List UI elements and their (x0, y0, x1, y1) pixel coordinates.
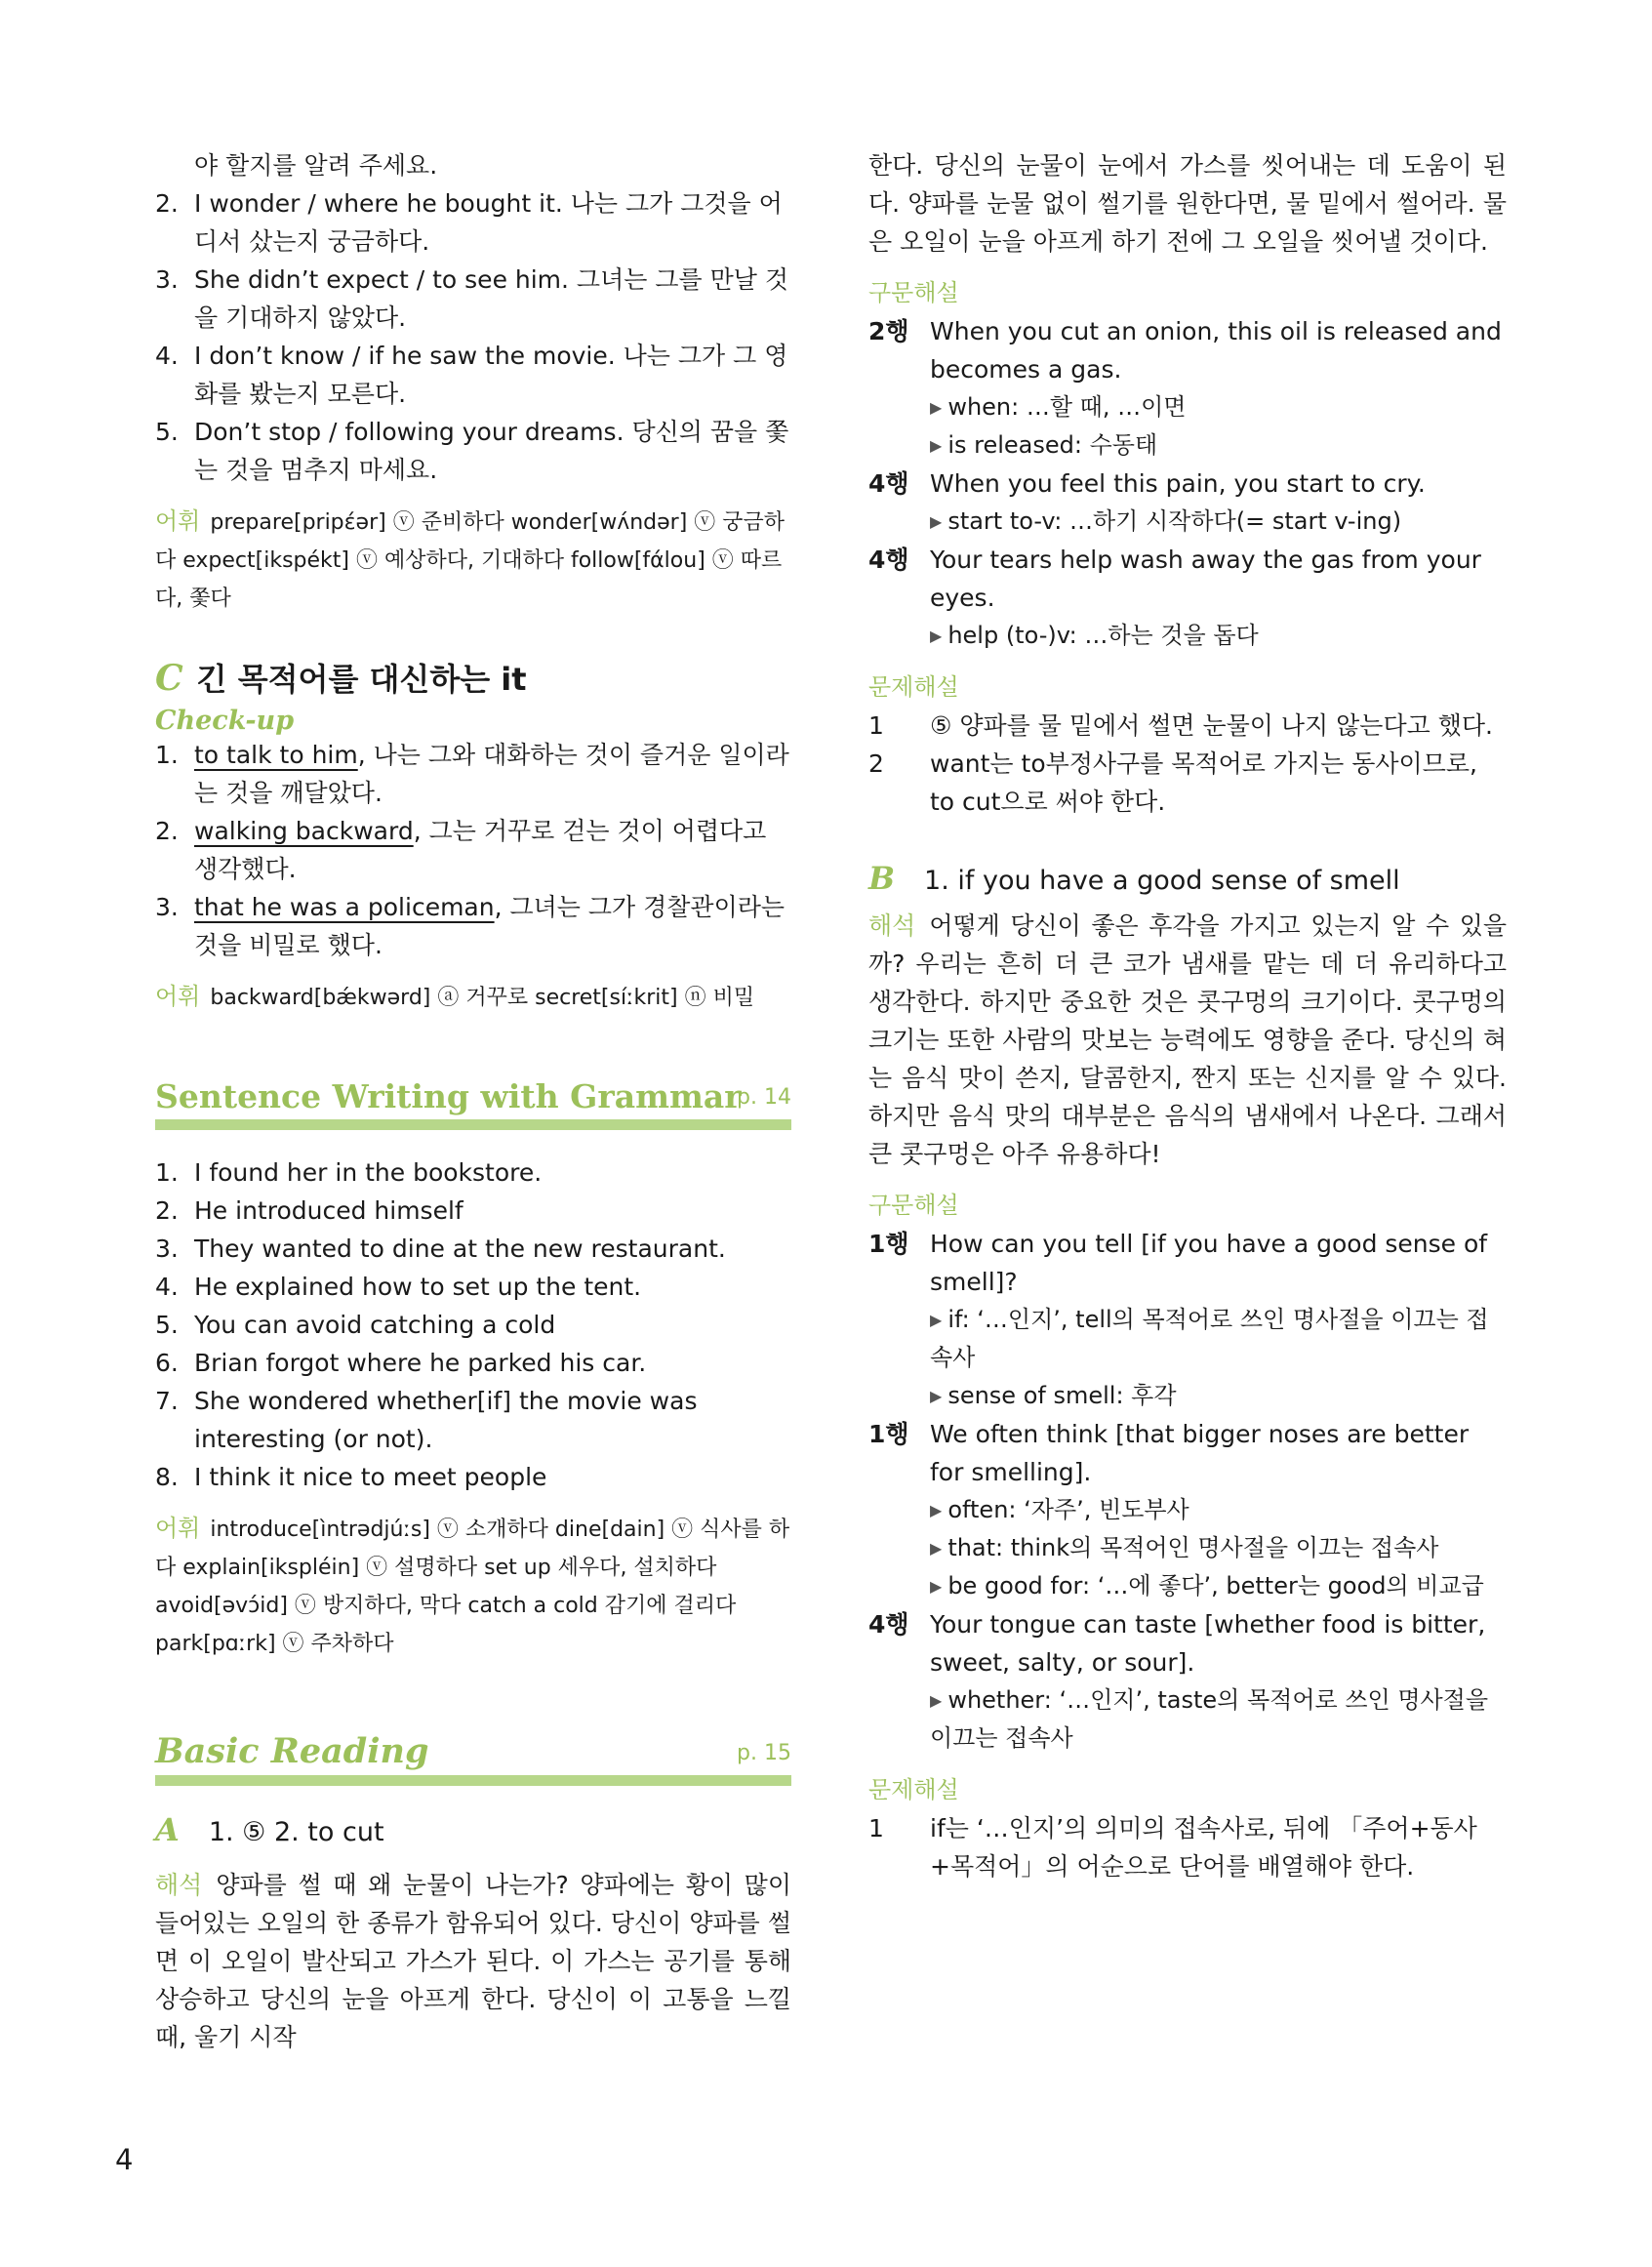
item-number: 4. (155, 342, 179, 370)
problem-notes-label-b: 문제해설 (868, 1776, 959, 1803)
explanation-text: often: ‘자주’, 빈도부사 (947, 1496, 1189, 1523)
explanation-text: whether: ‘…인지’, taste의 목적어로 쓰인 명사절을 이끄는 접속사 (930, 1686, 1489, 1752)
sentence-item (155, 1458, 791, 1496)
problem-notes-label-a: 문제해설 (868, 673, 959, 701)
translation-text: 양파를 썰 때 왜 눈물이 나는가? 양파에는 황이 많이 들어있는 오일의 한 종류가 함유되어 있다. 당신이 양파를 썰면 이 오일이 발산되고 가스가 된다. 이 가스는 공기를 통해 상승하고 당신의 눈을 아프게 한다. 당신이 이 고통을 느낄 때, 울기 시작 (155, 1871, 791, 2051)
item-text: , 나는 그와 대화하는 것이 즐거운 일이라는 것을 깨달았다. (194, 741, 789, 807)
section-b-answer-list (155, 184, 791, 489)
grammar-notes-b (868, 1225, 1507, 1758)
triangle-right-icon: ▶ (930, 1691, 943, 1710)
line-ref: 4행 (868, 1610, 909, 1639)
note-sentence: We often think [that bigger noses are better for smelling]. (930, 1420, 1470, 1486)
note-sentence: When you feel this pain, you start to cry. (930, 469, 1426, 498)
note-explanation (930, 426, 1507, 465)
sentence-item (155, 1344, 791, 1382)
answer-item (155, 261, 791, 337)
item-text: He introduced himself (194, 1196, 463, 1225)
problem-number: 1 (868, 1814, 884, 1842)
grammar-note (868, 312, 1507, 465)
item-text: I found her in the bookstore. (194, 1158, 543, 1187)
item-text: , 그녀는 그가 경찰관이라는 것을 비밀로 했다. (194, 893, 786, 959)
vocab-label: 어휘 (155, 507, 201, 535)
left-column (155, 146, 791, 2056)
translation-continued: 한다. 당신의 눈물이 눈에서 가스를 씻어내는 데 도움이 된다. 양파를 눈물 없이 썰기를 원한다면, 물 밑에서 썰어라. 물은 오일이 눈을 아프게 하기 전에 그 오일을 씻어낼 것이다. (868, 151, 1507, 256)
answer-blank: walking backward (194, 817, 414, 845)
item-number: 8. (155, 1463, 179, 1491)
translation-label: 해석 (868, 911, 916, 940)
item-text: I don’t know / if he saw the movie. 나는 그가 그 영화를 봤는지 모른다. (194, 342, 788, 408)
problem-text: if는 ‘…인지’의 의미의 접속사로, 뒤에 「주어+동사+목적어」의 어순으로 단어를 배열해야 한다. (930, 1814, 1477, 1881)
item-number: 1. (155, 1158, 179, 1187)
sentence-item (155, 1154, 791, 1192)
answer-item (155, 337, 791, 413)
triangle-right-icon: ▶ (930, 1501, 943, 1519)
item-number: 3. (155, 1235, 179, 1263)
right-column (868, 146, 1507, 1885)
explanation-text: is released: 수동태 (947, 431, 1158, 459)
explanation-text: if: ‘…인지’, tell의 목적어로 쓰인 명사절을 이끄는 접속사 (930, 1306, 1489, 1371)
sentence-item (155, 1306, 791, 1344)
sentence-writing-list (155, 1154, 791, 1496)
note-explanation (930, 503, 1507, 541)
note-explanation (930, 617, 1507, 655)
explanation-text: when: …할 때, …이면 (947, 393, 1187, 421)
sentence-item (155, 1192, 791, 1230)
item-number: 3. (155, 893, 179, 921)
vocab-text: prepare[pripέər] ⓥ 준비하다 wonder[wʌ́ndər] ⓥ 궁금하다 expect[ikspékt] ⓥ 예상하다, 기대하다 follow[fάlou] ⓥ 따르다, 쫓다 (155, 510, 786, 611)
item-text: I think it nice to meet people (194, 1463, 547, 1491)
item-number: 2. (155, 189, 179, 218)
grammar-note (868, 465, 1507, 541)
triangle-right-icon: ▶ (930, 1539, 943, 1558)
section-a-answer-text: 1. ⑤ 2. to cut (208, 1817, 384, 1847)
vocab-block-c (155, 978, 791, 1017)
grammar-notes-label-b: 구문해설 (868, 1192, 959, 1219)
vocab-label: 어휘 (155, 1515, 201, 1542)
section-c-title: 긴 목적어를 대신하는 it (196, 661, 527, 698)
grammar-note (868, 1225, 1507, 1415)
line-ref: 1행 (868, 1230, 909, 1258)
checkup-item (155, 888, 791, 964)
explanation-text: be good for: ‘…에 좋다’, better는 good의 비교급 (947, 1572, 1484, 1599)
answer-blank: that he was a policeman (194, 893, 495, 921)
problem-text: want는 to부정사구를 목적어로 가지는 동사이므로, to cut으로 써야 한다. (930, 749, 1477, 816)
item-text: I wonder / where he bought it. 나는 그가 그것을 어디서 샀는지 궁금하다. (194, 189, 783, 256)
note-sentence: When you cut an onion, this oil is released and becomes a gas. (930, 317, 1502, 384)
item-number: 5. (155, 418, 179, 446)
section-b-answers (868, 860, 1507, 897)
vocab-block-sw (155, 1510, 791, 1663)
item-number: 2. (155, 1196, 179, 1225)
note-sentence: How can you tell [if you have a good sense of smell]? (930, 1230, 1488, 1296)
grammar-notes-label-a: 구문해설 (868, 279, 959, 306)
note-explanation (930, 1377, 1507, 1415)
grammar-note (868, 1605, 1507, 1758)
triangle-right-icon: ▶ (930, 1577, 943, 1596)
item-text: You can avoid catching a cold (194, 1311, 556, 1339)
item-number: 5. (155, 1311, 179, 1339)
sentence-item (155, 1230, 791, 1268)
note-explanation (930, 1567, 1507, 1605)
sentence-writing-page-ref: p. 14 (737, 1085, 791, 1110)
triangle-right-icon: ▶ (930, 1387, 943, 1405)
triangle-right-icon: ▶ (930, 436, 943, 455)
note-explanation (930, 1491, 1507, 1529)
explanation-text: that: think의 목적어인 명사절을 이끄는 접속사 (947, 1534, 1439, 1561)
section-b-letter: B (868, 860, 896, 897)
checkup-heading: Check-up (155, 706, 295, 736)
problem-note (868, 1809, 1507, 1885)
line-ref: 4행 (868, 469, 909, 498)
section-a-letter: A (155, 1811, 180, 1848)
triangle-right-icon: ▶ (930, 627, 943, 645)
checkup-item (155, 736, 791, 812)
note-explanation (930, 1529, 1507, 1567)
answer-blank: to talk to him (194, 741, 358, 769)
problem-note (868, 707, 1507, 745)
item-text: She wondered whether[if] the movie was interesting (or not). (194, 1387, 698, 1453)
answer-item (155, 413, 791, 489)
item-number: 7. (155, 1387, 179, 1415)
sentence-writing-title: Sentence Writing with Grammar (155, 1077, 742, 1115)
item-number: 2. (155, 817, 179, 845)
checkup-item (155, 812, 791, 888)
problem-note (868, 745, 1507, 821)
item-text: She didn’t expect / to see him. 그녀는 그를 만날 것을 기대하지 않았다. (194, 265, 788, 332)
section-c-heading (155, 655, 791, 700)
line-ref: 2행 (868, 317, 909, 345)
note-explanation (930, 1681, 1507, 1758)
answer-item (155, 184, 791, 261)
vocab-text: backward[bǽkwərd] ⓐ 거꾸로 secret[síːkrit] ⓝ 비밀 (210, 986, 755, 1010)
grammar-notes-a (868, 312, 1507, 655)
basic-reading-banner (155, 1731, 791, 1786)
vocab-block-b (155, 503, 791, 618)
item-number: 3. (155, 265, 179, 294)
line-ref: 1행 (868, 1420, 909, 1448)
section-a-translation (155, 1866, 791, 2056)
translation-label: 해석 (155, 1871, 203, 1899)
grammar-note (868, 541, 1507, 655)
section-c-letter: C (155, 658, 183, 699)
item-number: 6. (155, 1349, 179, 1377)
section-c-answer-list (155, 736, 791, 964)
translation-text: 어떻게 당신이 좋은 후각을 가지고 있는지 알 수 있을까? 우리는 흔히 더 큰 코가 냄새를 맡는 데 더 유리하다고 생각한다. 하지만 중요한 것은 콧구멍의 크기이다. 콧구멍의 크기는 또한 사람의 맛보는 능력에도 영향을 준다. 당신의 혀는 음식 맛이 쓴지, 달콤한지, 짠지 또는 신지를 알 수 있다. 하지만 음식 맛의 대부분은 음식의 냄새에서 나온다. 그래서 큰 콧구멍은 아주 유용하다! (868, 911, 1507, 1168)
sentence-item (155, 1382, 791, 1458)
vocab-label: 어휘 (155, 983, 201, 1010)
item-number: 4. (155, 1273, 179, 1301)
section-b-translation (868, 907, 1507, 1173)
problem-text: ⑤ 양파를 물 밑에서 썰면 눈물이 나지 않는다고 했다. (930, 711, 1493, 740)
sentence-writing-banner (155, 1077, 791, 1130)
item-text: He explained how to set up the tent. (194, 1273, 642, 1301)
problem-number: 1 (868, 711, 884, 740)
section-b-answer-text: 1. if you have a good sense of smell (924, 866, 1400, 896)
note-sentence: Your tongue can taste [whether food is bitter, sweet, salty, or sour]. (930, 1610, 1486, 1677)
sentence-item (155, 1268, 791, 1306)
explanation-text: help (to-)v: …하는 것을 돕다 (947, 622, 1259, 649)
section-a-answers (155, 1811, 791, 1848)
basic-reading-page-ref: p. 15 (737, 1741, 791, 1765)
note-explanation (930, 1301, 1507, 1377)
triangle-right-icon: ▶ (930, 398, 943, 417)
problem-notes-b (868, 1809, 1507, 1885)
note-sentence: Your tears help wash away the gas from your eyes. (930, 546, 1481, 612)
item-text: Don’t stop / following your dreams. 당신의 꿈을 쫓는 것을 멈추지 마세요. (194, 418, 789, 484)
page-number: 4 (115, 2143, 134, 2176)
triangle-right-icon: ▶ (930, 512, 943, 531)
triangle-right-icon: ▶ (930, 1311, 943, 1329)
explanation-text: sense of smell: 후각 (947, 1382, 1177, 1409)
item-text: Brian forgot where he parked his car. (194, 1349, 647, 1377)
vocab-text: introduce[ìntrədjúːs] ⓥ 소개하다 dine[dain] ⓥ 식사를 하다 explain[ikspléin] ⓥ 설명하다 set up 세우다, 설치하다 avoid[əvɔ́id] ⓥ 방지하다, 막다 catch a cold 감기에 걸리다 park[pɑːrk] ⓥ 주차하다 (155, 1518, 790, 1656)
item-text: , 그는 거꾸로 걷는 것이 어렵다고 생각했다. (194, 817, 767, 883)
grammar-note (868, 1415, 1507, 1605)
problem-notes-a (868, 707, 1507, 821)
basic-reading-title: Basic Reading (155, 1731, 429, 1771)
continued-line: 야 할지를 알려 주세요. (194, 151, 438, 180)
note-explanation (930, 388, 1507, 426)
explanation-text: start to-v: …하기 시작하다(= start v-ing) (947, 507, 1402, 535)
item-text: They wanted to dine at the new restaurant. (194, 1235, 726, 1263)
item-number: 1. (155, 741, 179, 769)
problem-number: 2 (868, 749, 884, 778)
line-ref: 4행 (868, 546, 909, 574)
